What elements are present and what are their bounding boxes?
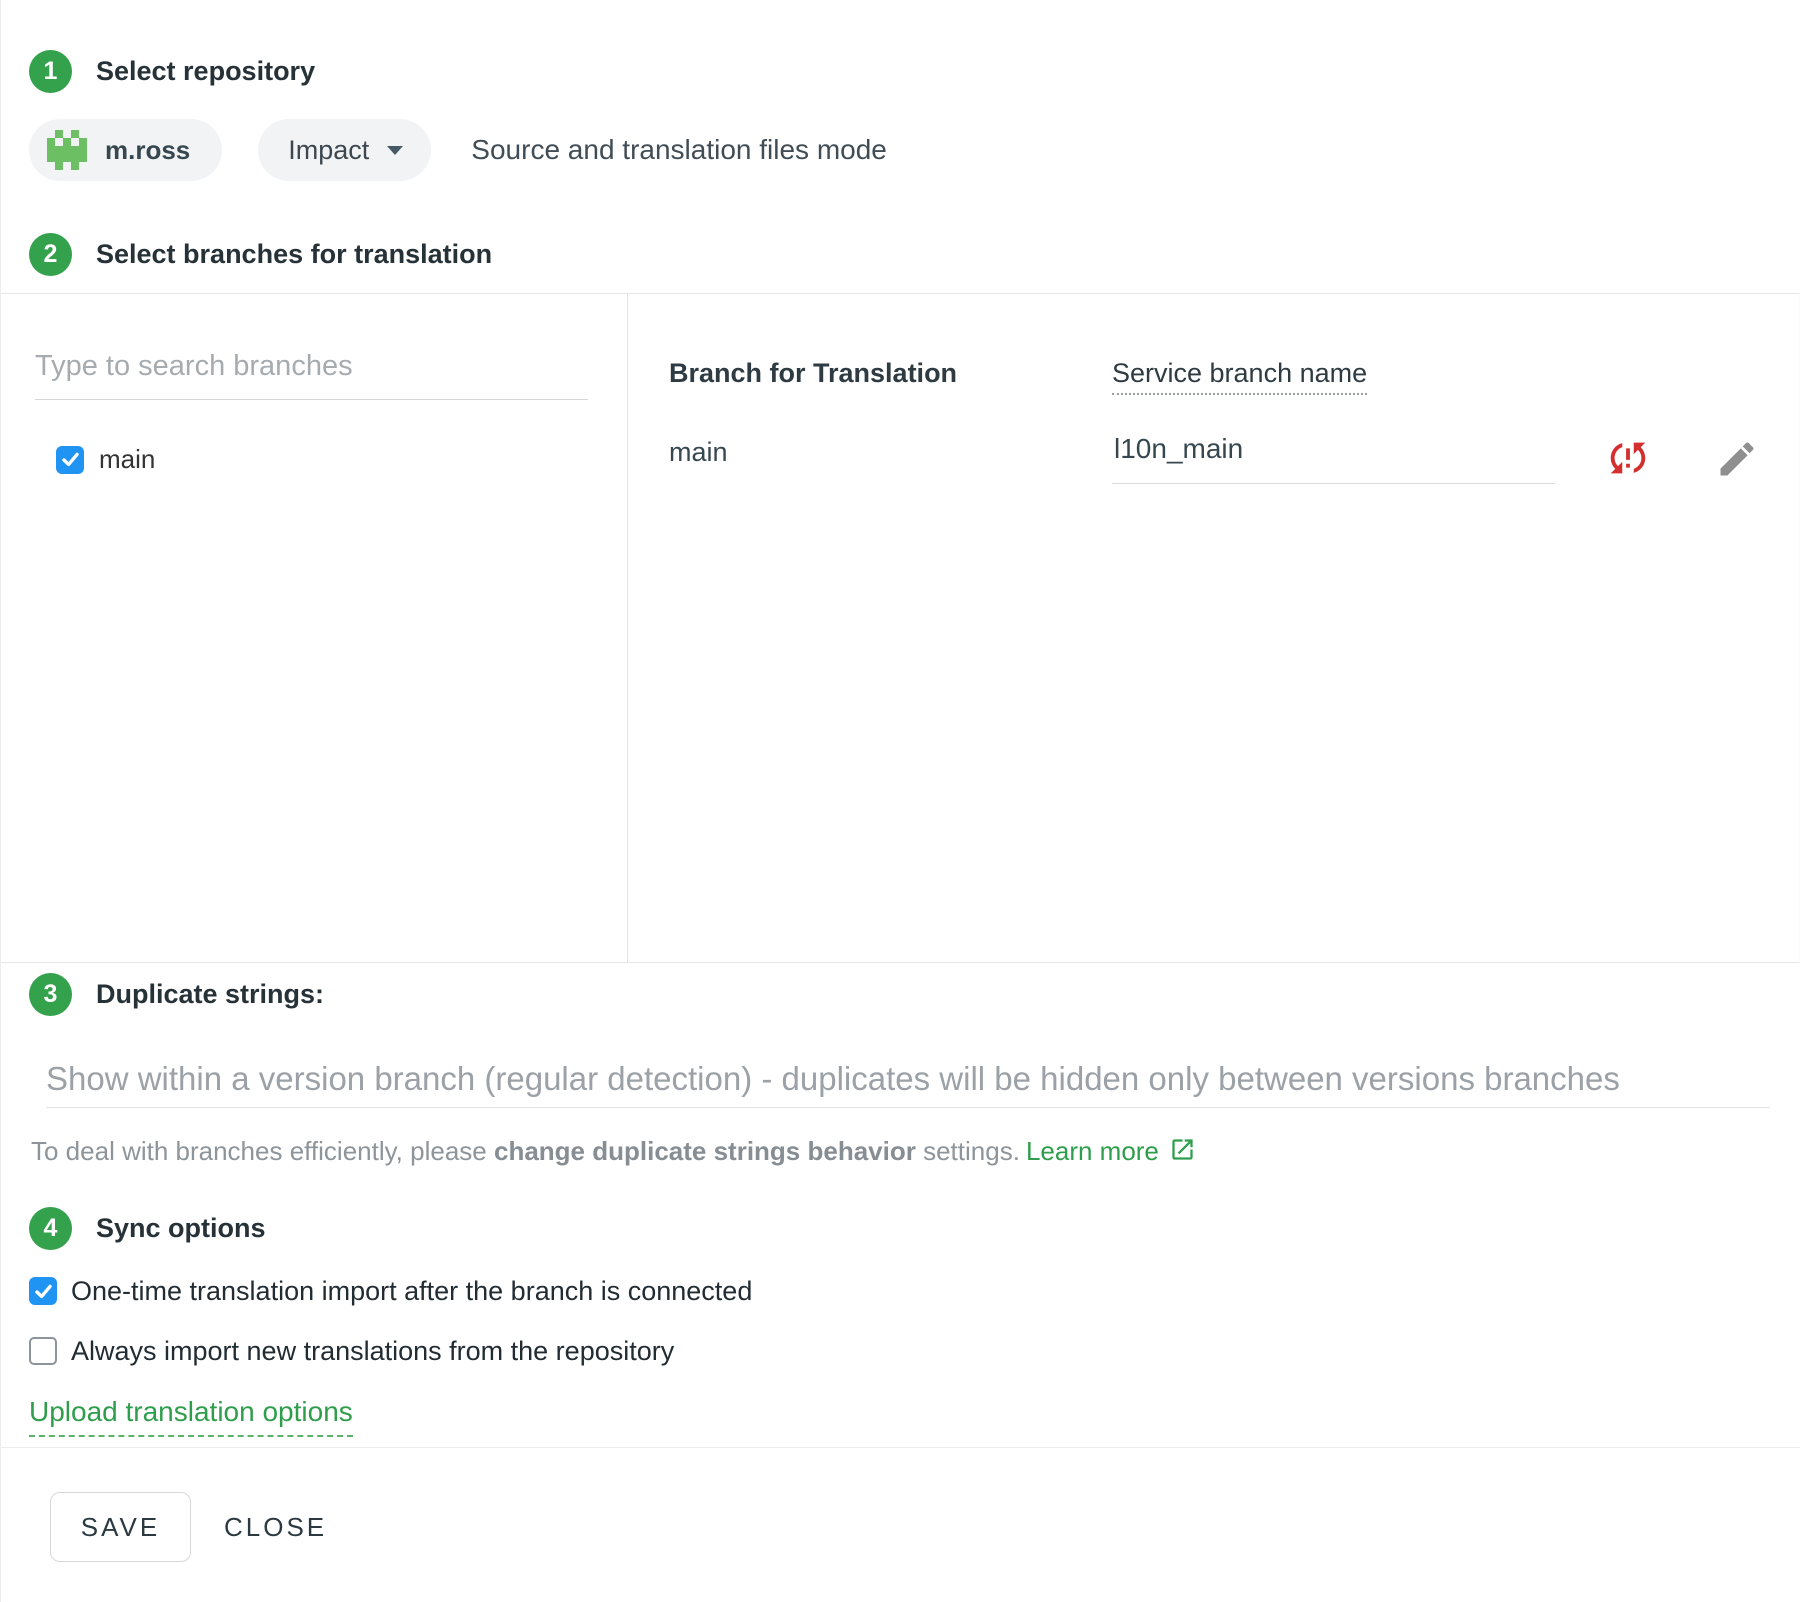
repository-account-label: m.ross	[105, 134, 191, 165]
always-import-option[interactable]	[29, 1336, 1800, 1366]
help-text-prefix: To deal with branches efficiently, please	[31, 1136, 494, 1166]
one-time-import-checkbox[interactable]	[29, 1277, 57, 1305]
external-link-icon	[1169, 1136, 1196, 1163]
one-time-import-label: One-time translation import after the branch is connected	[71, 1275, 753, 1306]
branch-list-item-main[interactable]	[56, 444, 587, 475]
branch-mapping-row	[669, 433, 1799, 484]
step-2-badge: 2	[29, 233, 72, 276]
one-time-import-option[interactable]	[29, 1276, 1800, 1306]
branch-selection-panel	[1, 293, 1800, 963]
step-4-title: Sync options	[96, 1213, 266, 1243]
project-dropdown[interactable]	[258, 119, 431, 181]
branch-for-translation-column-header: Branch for Translation	[669, 358, 958, 388]
files-mode-label: Source and translation files mode	[471, 134, 887, 165]
step-3-title: Duplicate strings:	[96, 979, 325, 1009]
service-branch-name-input[interactable]	[1112, 433, 1555, 484]
edit-service-branch-button[interactable]	[1715, 437, 1759, 481]
duplicate-strings-help-text	[31, 1136, 1770, 1167]
branch-mapping-header	[669, 358, 1799, 389]
step-3-badge: 3	[29, 973, 72, 1016]
close-button[interactable]: CLOSE	[224, 1511, 328, 1542]
help-text-suffix: settings.	[915, 1136, 1020, 1166]
branch-list-panel	[1, 294, 628, 962]
repository-account-chip[interactable]	[29, 119, 222, 181]
help-text-bold: change duplicate strings behavior	[493, 1136, 916, 1166]
chevron-down-icon	[387, 146, 403, 155]
step-4-badge: 4	[29, 1207, 72, 1250]
step-1-badge: 1	[29, 50, 72, 93]
save-button[interactable]: SAVE	[50, 1492, 191, 1562]
step-3-header	[29, 973, 1800, 1016]
duplicate-strings-select[interactable]: Show within a version branch (regular detection) - duplicates will be hidden only between versions branches	[46, 1060, 1770, 1108]
branch-main-label: main	[99, 444, 156, 474]
always-import-label: Always import new translations from the repository	[71, 1335, 675, 1366]
step-2-header	[29, 233, 1800, 276]
step-1-title: Select repository	[96, 56, 316, 86]
repository-avatar-identicon-icon	[47, 130, 87, 170]
always-import-checkbox[interactable]	[29, 1337, 57, 1365]
step-4-header	[29, 1207, 1800, 1250]
branch-name-cell: main	[669, 437, 728, 467]
repository-row	[29, 119, 1800, 181]
pencil-icon	[1715, 437, 1759, 481]
checkmark-icon	[61, 450, 80, 469]
step-1-header	[29, 0, 1800, 93]
upload-translation-options-link[interactable]: Upload translation options	[29, 1396, 353, 1437]
branch-mapping-panel	[628, 294, 1799, 962]
learn-more-link[interactable]: Learn more	[1025, 1136, 1159, 1166]
project-dropdown-label: Impact	[288, 134, 370, 165]
footer-divider	[1, 1447, 1800, 1448]
service-branch-name-column-header: Service branch name	[1112, 358, 1367, 389]
footer-actions	[50, 1492, 1800, 1562]
step-2-title: Select branches for translation	[96, 239, 493, 269]
branch-search-input[interactable]	[35, 350, 588, 400]
sync-problem-icon	[1605, 435, 1651, 481]
checkmark-icon	[34, 1282, 53, 1301]
branch-main-checkbox[interactable]	[56, 446, 84, 474]
